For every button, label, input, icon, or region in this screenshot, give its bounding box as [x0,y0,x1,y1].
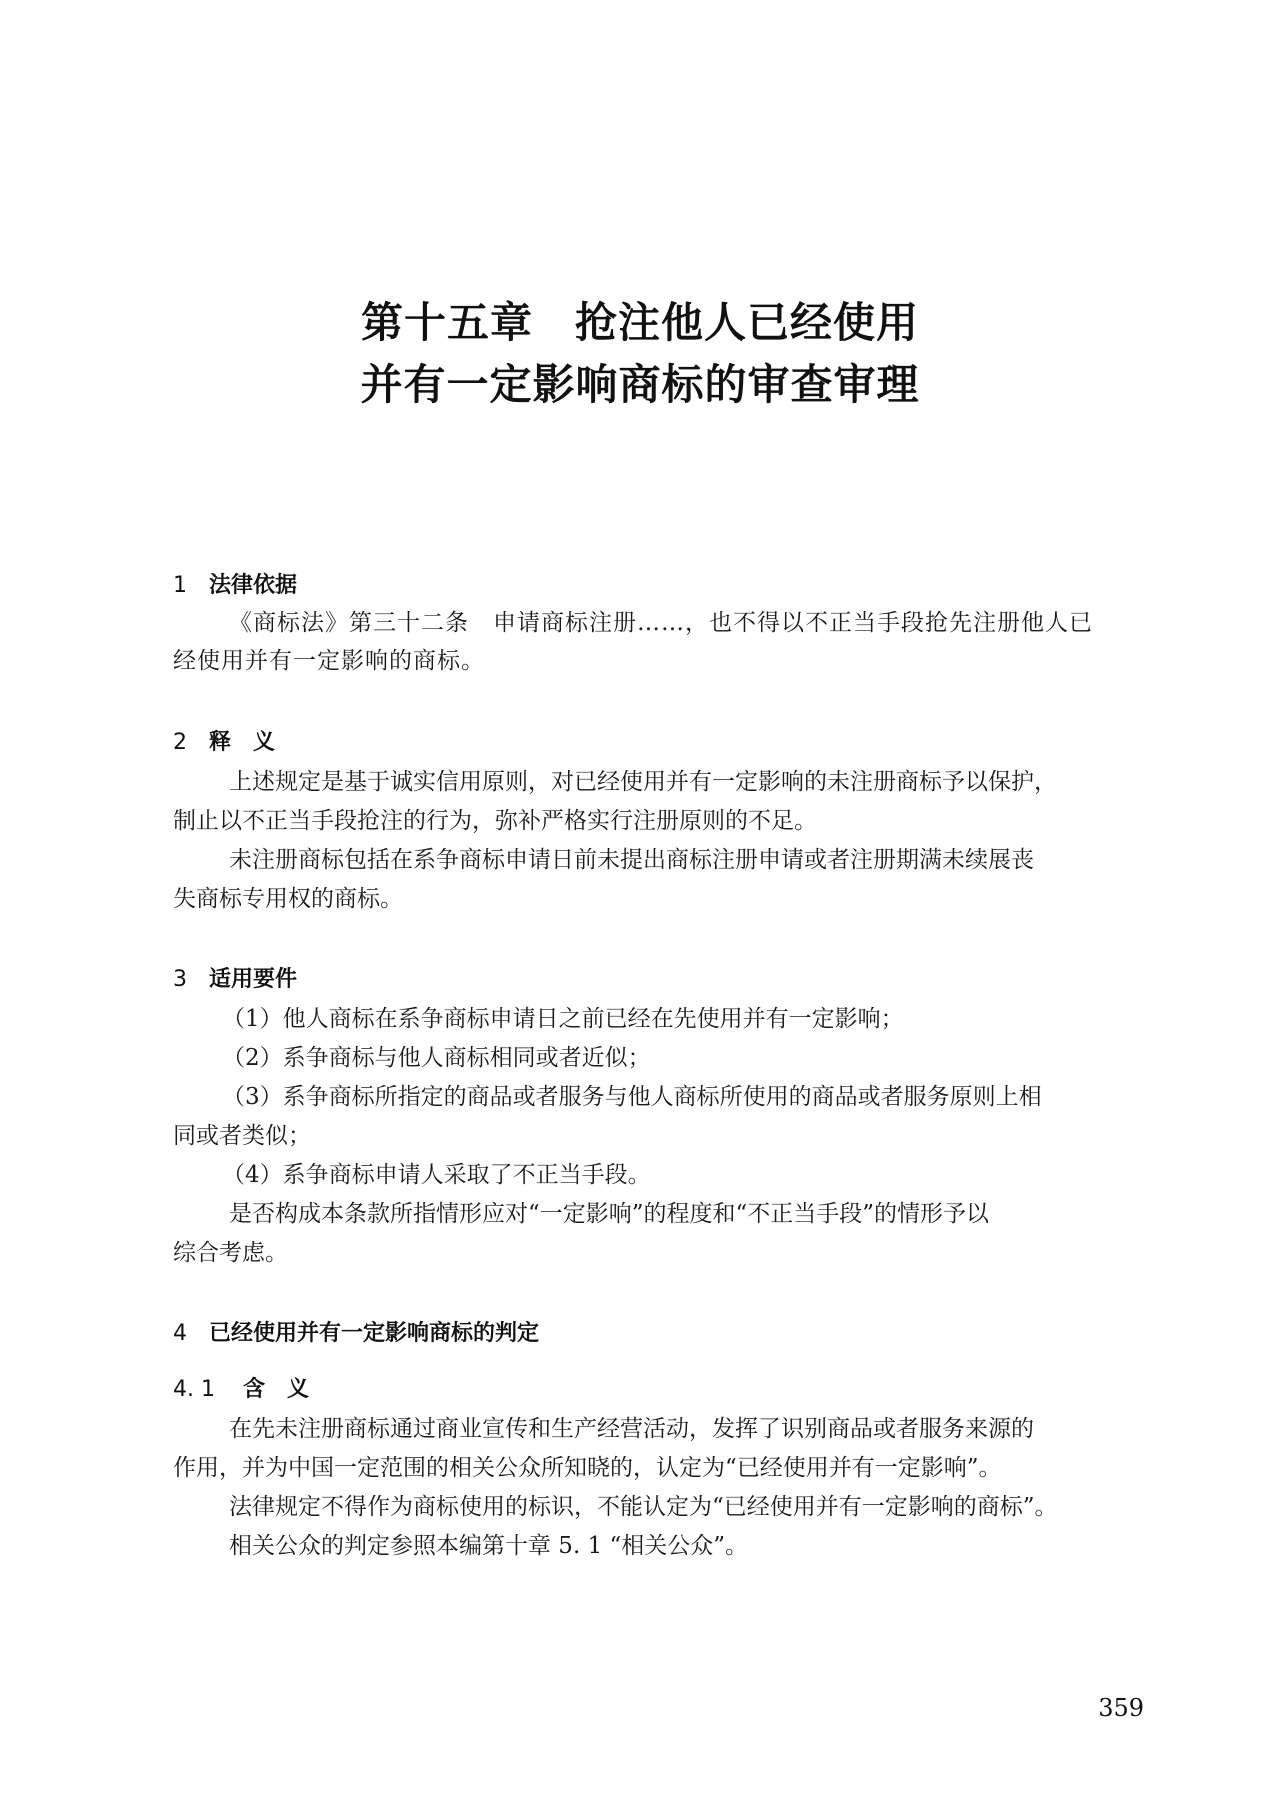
section3-p-line1: 是否构成本条款所指情形应对“一定影响”的程度和“不正当手段”的情形予以 [229,1201,990,1227]
section41-p2: 法律规定不得作为商标使用的标识，不能认定为“已经使用并有一定影响的商标”。 [229,1494,1058,1520]
section-heading-2: 2 释 义 [173,730,276,755]
section3-item3-line1: （3）系争商标所指定的商品或者服务与他人商标所使用的商品或者服务原则上相 [222,1084,1042,1110]
chapter-title-line1 [0,290,1280,350]
section2-p2-line2: 失商标专用权的商标。 [173,886,403,912]
section-heading-4-1: 4. 1 含 义 [173,1377,310,1402]
page-number: 359 [1098,1694,1144,1722]
chapter-title-part1: 抢注他人已经使用 [575,298,920,347]
section2-p1-line1: 上述规定是基于诚实信用原则，对已经使用并有一定影响的未注册商标予以保护， [229,769,1057,795]
section-heading-3: 3 适用要件 [173,967,298,992]
section3-item1: （1）他人商标在系争商标申请日之前已经在先使用并有一定影响； [222,1006,904,1032]
section41-p1-line2: 作用，并为中国一定范围的相关公众所知晓的，认定为“已经使用并有一定影响”。 [173,1455,1002,1481]
section41-p3: 相关公众的判定参照本编第十章 5. 1 “相关公众”。 [229,1533,749,1559]
chapter-title-line2: 并有一定影响商标的审查审理 [360,360,920,409]
section3-p-line2: 综合考虑。 [173,1240,288,1266]
section-heading-1: 1 法律依据 [173,573,298,598]
section3-item4: （4）系争商标申请人采取了不正当手段。 [222,1162,651,1188]
section2-p1-line2: 制止以不正当手段抢注的行为，弥补严格实行注册原则的不足。 [173,808,817,834]
section1-line1: 《商标法》第三十二条 申请商标注册……，也不得以不正当手段抢先注册他人已 [229,610,1093,636]
chapter-number: 第十五章 [360,298,533,347]
section1-line2: 经使用并有一定影响的商标。 [173,648,485,674]
section-heading-4: 4 已经使用并有一定影响商标的判定 [173,1321,540,1346]
section3-item2: （2）系争商标与他人商标相同或者近似； [222,1045,651,1071]
section41-p1-line1: 在先未注册商标通过商业宣传和生产经营活动，发挥了识别商品或者服务来源的 [229,1416,1034,1442]
section2-p2-line1: 未注册商标包括在系争商标申请日前未提出商标注册申请或者注册期满未续展丧 [229,847,1034,873]
section3-item3-line2: 同或者类似； [173,1123,311,1149]
